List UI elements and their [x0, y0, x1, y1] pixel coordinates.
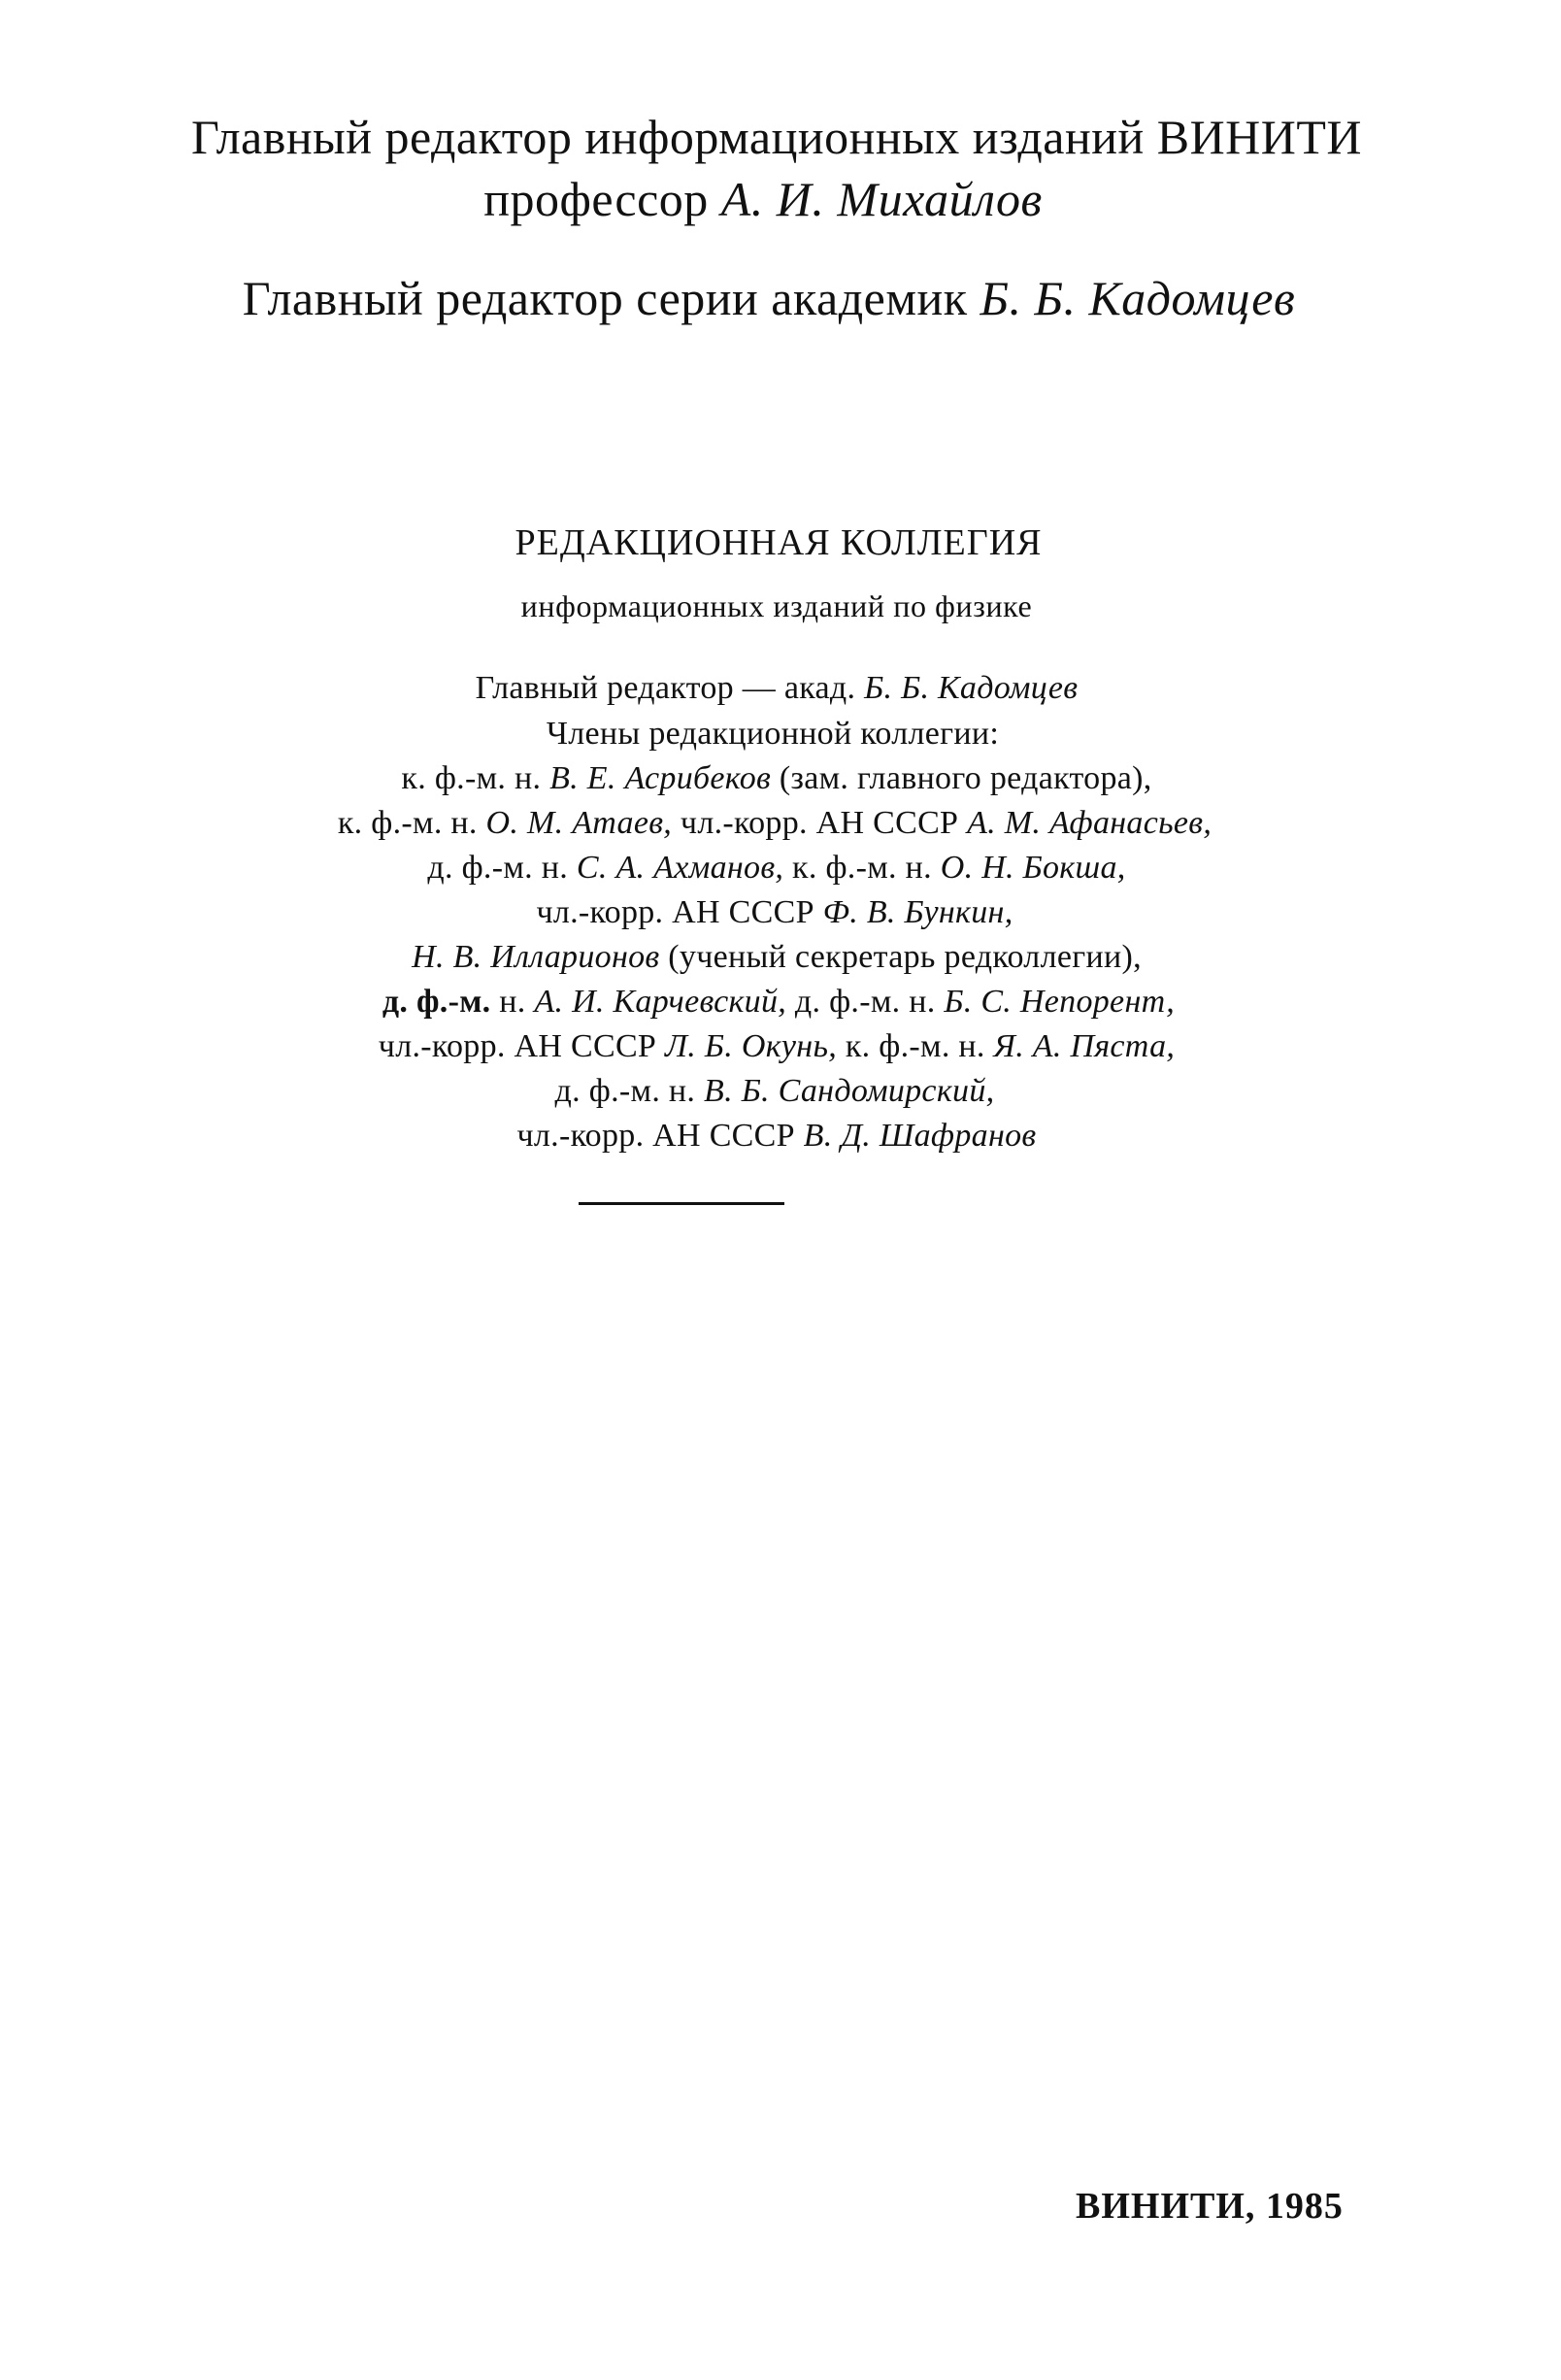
member-name: В. Е. Асрибеков	[549, 760, 772, 796]
members-heading-text: Члены редакционной коллегии:	[546, 716, 1000, 752]
board-title-text: РЕДАКЦИОННАЯ КОЛЛЕГИЯ	[515, 522, 1043, 563]
member-line	[0, 760, 1557, 797]
board-chief-name: Б. Б. Кадомцев	[864, 670, 1079, 706]
member-name: А. М. Афанасьев,	[967, 805, 1212, 841]
member-degree: д. ф.-м. н.	[554, 1073, 696, 1109]
member-degree: чл.-корр. АН СССР	[536, 894, 814, 930]
member-name: С. А. Ахманов,	[576, 850, 784, 886]
member-degree: к. ф.-м. н.	[792, 850, 932, 886]
series-editor-line	[0, 270, 1549, 326]
member-degree: к. ф.-м. н.	[845, 1028, 985, 1064]
professor-name: А. И. Михайлов	[720, 172, 1043, 226]
board-title	[0, 521, 1559, 564]
member-name: А. И. Карчевский,	[534, 984, 787, 1020]
chief-editor-viniti-text: Главный редактор информационных изданий ВИНИТИ	[190, 110, 1363, 164]
board-subtitle	[0, 588, 1557, 624]
member-degree: к. ф.-м. н.	[337, 805, 478, 841]
member-name: Ф. В. Бункин,	[822, 894, 1013, 930]
member-degree: н.	[499, 984, 526, 1020]
series-editor-title: Главный редактор серии академик	[242, 271, 968, 325]
board-chief-title: Главный редактор — акад.	[475, 670, 856, 706]
member-name: Б. С. Непорент,	[944, 984, 1176, 1020]
member-line	[0, 894, 1555, 931]
professor-title: профессор	[483, 172, 709, 226]
member-degree: д. ф.-м. н.	[427, 850, 569, 886]
member-degree: д. ф.-м. н.	[794, 984, 936, 1020]
members-heading	[0, 716, 1553, 753]
member-name: Я. А. Пяста,	[993, 1028, 1176, 1064]
member-line	[0, 1073, 1555, 1110]
member-name: В. Д. Шафранов	[803, 1118, 1037, 1154]
member-line	[0, 984, 1559, 1021]
member-name: О. М. Атаев,	[485, 805, 673, 841]
chief-editor-viniti-line	[0, 109, 1557, 165]
divider-rule	[579, 1202, 784, 1205]
member-name: Н. В. Илларионов	[412, 939, 660, 975]
member-line	[0, 939, 1557, 976]
member-degree: чл.-корр. АН СССР	[378, 1028, 657, 1064]
member-name: Л. Б. Окунь,	[664, 1028, 838, 1064]
member-name: В. Б. Сандомирский,	[704, 1073, 995, 1109]
imprint-text: ВИНИТИ, 1985	[1076, 2186, 1344, 2227]
member-line	[0, 850, 1557, 887]
series-editor-name: Б. Б. Кадомцев	[980, 271, 1296, 325]
member-role: (ученый секретарь редколлегии),	[668, 939, 1142, 975]
board-subtitle-text: информационных изданий по физике	[520, 588, 1033, 623]
imprint	[1076, 2185, 1344, 2228]
member-name: О. Н. Бокша,	[940, 850, 1126, 886]
professor-line	[0, 171, 1544, 227]
member-degree: чл.-корр. АН СССР	[680, 805, 959, 841]
member-line	[0, 1118, 1557, 1155]
board-chief-line	[0, 670, 1557, 707]
member-degree: к. ф.-м. н.	[401, 760, 542, 796]
member-degree: чл.-корр. АН СССР	[516, 1118, 795, 1154]
member-role: (зам. главного редактора),	[779, 760, 1152, 796]
member-degree: д. ф.-м.	[382, 984, 491, 1020]
member-line	[0, 805, 1555, 842]
member-line	[0, 1028, 1557, 1065]
